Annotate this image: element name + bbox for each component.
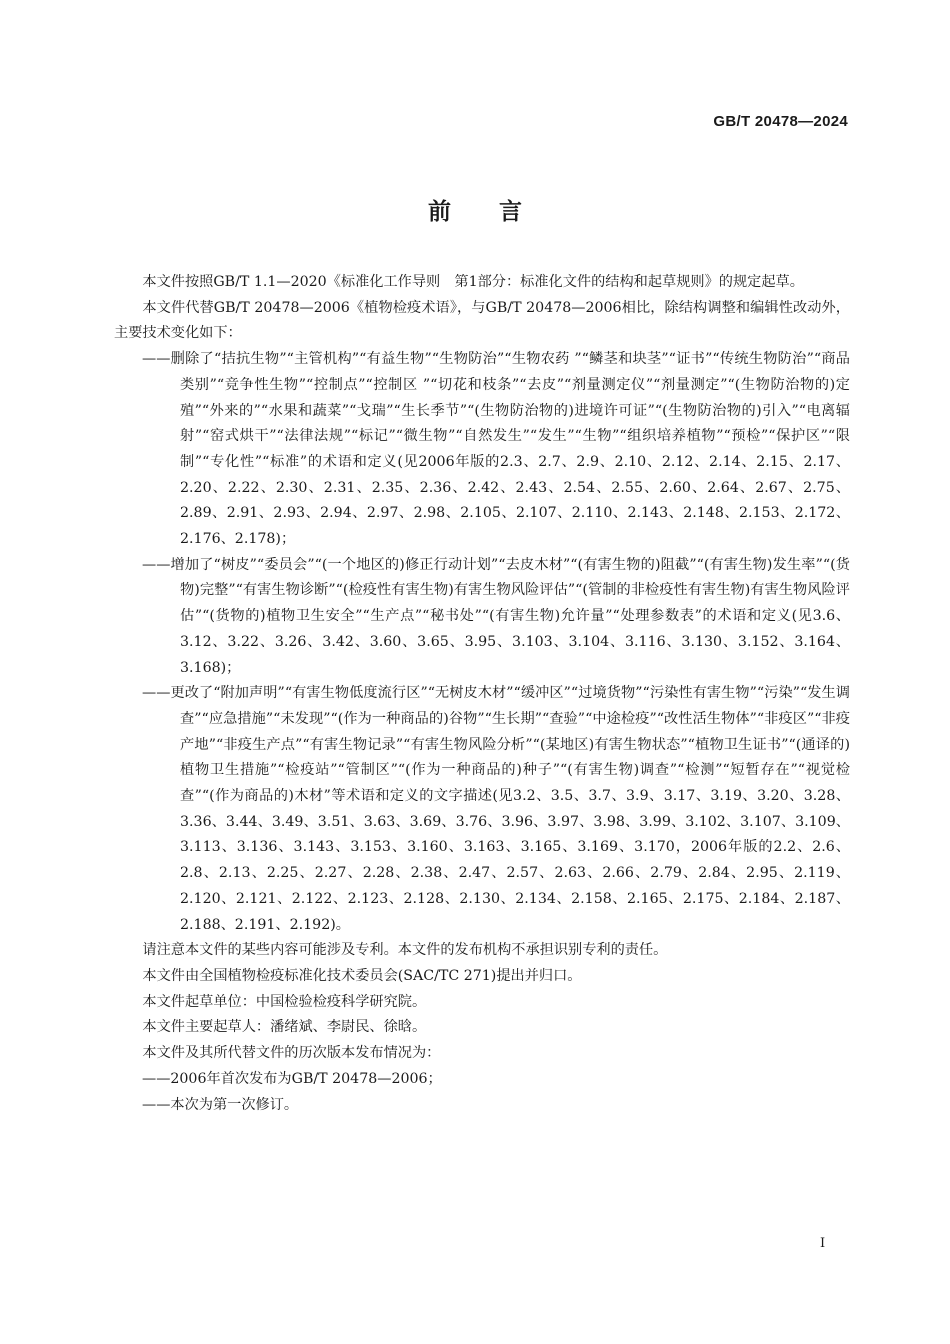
page-title: 前言 (428, 199, 570, 225)
change-item-modified: ——更改了“附加声明”“有害生物低度流行区”“无树皮木材”“缓冲区”“过境货物”“污染性有害生物”“污染”“发生调查”“应急措施”“未发现”“(作为一种商品的)谷物”“生长期”“查验”“中途检疫”“改性活生物体”“非疫区”“非疫产地”“非疫生产点”“有害生物记录”“有害生物风险分析”“(某地区)有害生物状态”“植物卫生证书”“(通译的)植物卫生措施”“检疫站”“管制区”“(作为一种商品的)种子”“(有害生物)调查”“检测”“短暂存在”“视觉检查”“(作为商品的)木材”等术语和定义的文字描述(见3.2、3.5、3.7、3.9、3.17、3.19、3.20、3.28、3.36、3.44、3.49、3.51、3.63、3.69、3.76、3.96、3.97、3.98、3.99、3.102、3.107、3.109、3.113、3.136、3.143、3.153、3.160、3.163、3.165、3.169、3.170，2006年版的2.2、2.6、2.8、2.13、2.25、2.27、2.28、2.38、2.47、2.57、2.63、2.66、2.79、2.84、2.95、2.119、2.120、2.121、2.122、2.123、2.128、2.130、2.134、2.158、2.165、2.175、2.184、2.187、2.188、2.191、2.192)。 (142, 685, 850, 933)
paragraph-proposer: 本文件由全国植物检疫标准化技术委员会(SAC/TC 271)提出并归口。 (142, 967, 582, 984)
standard-code: GB/T 20478—2024 (713, 113, 848, 130)
paragraph-drafting-rules: 本文件按照GB/T 1.1—2020《标准化工作导则 第1部分：标准化文件的结构和起草规则》的规定起草。 (142, 274, 804, 290)
history-item-revision: ——本次为第一次修订。 (142, 1096, 299, 1113)
paragraph-history-intro: 本文件及其所代替文件的历次版本发布情况为： (142, 1045, 441, 1062)
paragraph-patent-notice: 请注意本文件的某些内容可能涉及专利。本文件的发布机构不承担识别专利的责任。 (142, 942, 668, 959)
change-item-added: ——增加了“树皮”“委员会”“(一个地区的)修正行动计划”“去皮木材”“(有害生物的)阻截”“(有害生物)发生率”“(货物)完整”“有害生物诊断”“(检疫性有害生物)有害生物风险评估”“(管制的非检疫性有害生物)有害生物风险评估”“(货物的)植物卫生安全”“生产点”“秘书处”“(有害生物)允许量”“处理参数表”的术语和定义(见3.6、3.12、3.22、3.26、3.42、3.60、3.65、3.95、3.103、3.104、3.116、3.130、3.152、3.164、3.168)； (142, 556, 850, 676)
paragraph-replacement: 本文件代替GB/T 20478—2006《植物检疫术语》，与GB/T 20478—2006相比，除结构调整和编辑性改动外，主要技术变化如下： (114, 299, 850, 342)
change-item-deleted: ——删除了“拮抗生物”“主管机构”“有益生物”“生物防治”“生物农药 ”“鳞茎和块茎”“证书”“传统生物防治”“商品类别”“竞争性生物”“控制点”“控制区 ”“切花和枝条”“去皮”“剂量测定仪”“剂量测定”“(生物防治物的)定殖”“外来的”“水果和蔬菜”“戈瑞”“生长季节”“(生物防治物的)进境许可证”“(生物防治物的)引入”“电离辐射”“窑式烘干”“法律法规”“标记”“微生物”“自然发生”“发生”“生物”“组织培养植物”“预检”“保护区”“限制”“专化性”“标准”的术语和定义(见2006年版的2.3、2.7、2.9、2.10、2.12、2.14、2.15、2.17、2.20、2.22、2.30、2.31、2.35、2.36、2.42、2.43、2.54、2.55、2.60、2.64、2.67、2.75、2.89、2.91、2.93、2.94、2.97、2.98、2.105、2.107、2.110、2.143、2.148、2.153、2.172、2.176、2.178)； (142, 351, 850, 548)
foreword-body (114, 270, 850, 1118)
paragraph-drafting-unit: 本文件起草单位：中国检验检疫科学研究院。 (142, 993, 427, 1010)
paragraph-drafters: 本文件主要起草人：潘绪斌、李尉民、徐晗。 (142, 1019, 427, 1036)
history-item-first: ——2006年首次发布为GB/T 20478—2006； (142, 1070, 442, 1087)
page-number: I (820, 1236, 826, 1251)
